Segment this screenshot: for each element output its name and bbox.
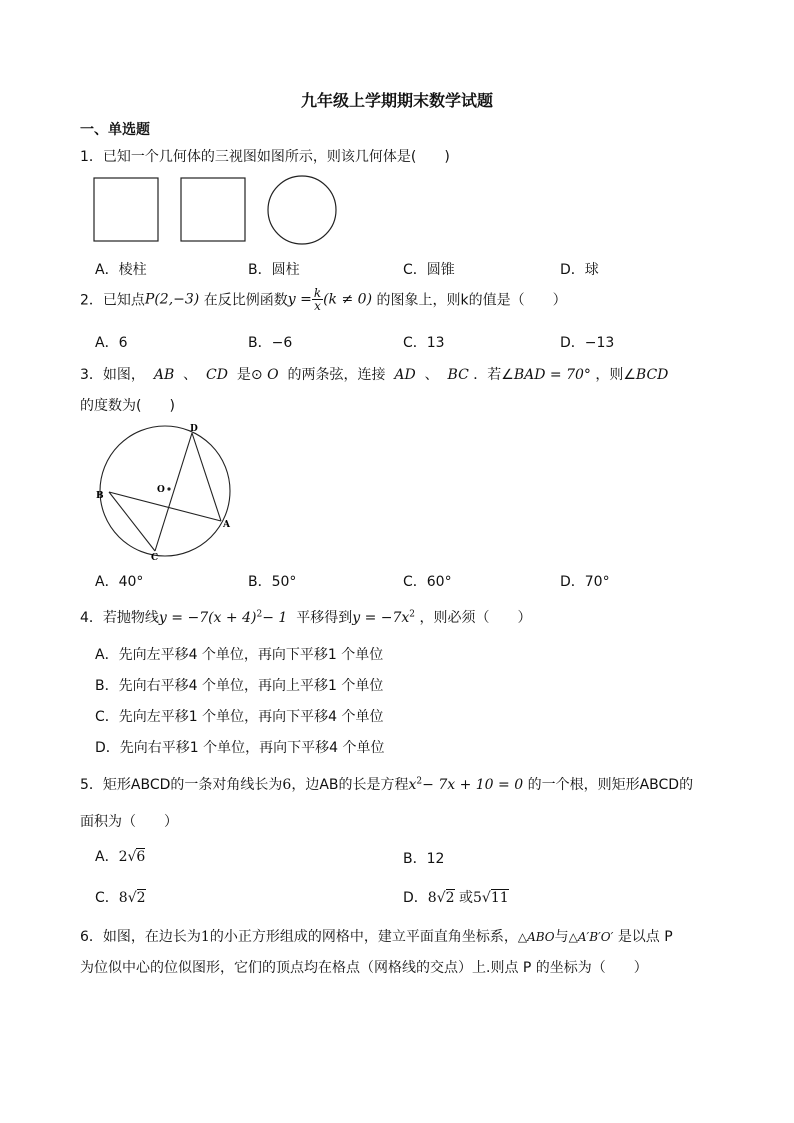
question-6-stem-line2: 为位似中心的位似图形，它们的顶点均在格点（网格线的交点）上.则点 P 的坐标为（ ） [80,960,648,976]
question-3-stem: 3．如图， AB 、 CD 是⊙ O 的两条弦，连接 AD 、 BC ．若∠BAD = 70° ，则∠BCD [80,367,669,383]
section-heading: 一、单选题 [80,122,150,138]
label-o: O [157,485,165,495]
side-view-square [181,178,245,241]
q4-option-d[interactable]: D．先向右平移1 个单位，再向下平移4 个单位 [95,740,385,756]
q1-option-c[interactable]: C．圆锥 [403,262,455,278]
segment-ad [192,433,221,521]
sqrt-icon: √ [127,890,137,906]
question-3-stem-line2: 的度数为( ) [80,398,175,414]
label-a: A [223,520,230,530]
q4-option-c[interactable]: C．先向左平移1 个单位，再向下平移4 个单位 [95,709,384,725]
sqrt-icon: √ [481,890,491,906]
page-title: 九年级上学期期末数学试题 [300,91,493,110]
question-5-stem: 5．矩形ABCD的一条对角线长为6，边AB的长是方程$x^2- 7x + 10 = 0$ 的一个根，则矩形ABCD的 [80,776,694,793]
fraction-k-over-x: $\frac{k}{x}$ [313,286,322,313]
q1-option-d[interactable]: D．球 [560,262,599,278]
q3-option-b[interactable]: B．50° [248,574,297,590]
question-5-stem-line2: 面积为（ ） [80,814,178,830]
q1-option-a[interactable]: A．棱柱 [95,262,147,278]
q4-option-b[interactable]: B．先向右平移4 个单位，再向上平移1 个单位 [95,678,384,694]
question-2-stem: 2．已知点P(2,−3) 在反比例函数y = $\frac{k}{x}$ (k ≠ 0) 的图象上，则k的值是（ ） [80,286,567,313]
segment-bc [109,492,155,551]
q4-option-a[interactable]: A．先向左平移4 个单位，再向下平移1 个单位 [95,647,384,663]
question-4-stem: 4．若抛物线$y = -7(x + 4)^2- 1$ 平移得到$y = -7x^2$ ，则必须（ ） [80,609,532,626]
question-1-stem: 1．已知一个几何体的三视图如图所示，则该几何体是( ) [80,149,450,165]
front-view-square [94,178,158,241]
label-c: C [151,553,159,562]
top-view-circle [268,176,336,244]
q3-option-a[interactable]: A．40° [95,574,144,590]
q2-option-c[interactable]: C．13 [403,335,445,351]
q2-option-b[interactable]: B．−6 [248,335,293,351]
center-dot [167,487,170,490]
q5-option-c[interactable]: C．8√2 [95,890,146,906]
three-view-figure [90,175,350,247]
q5-option-a[interactable]: A．2√6 [95,849,146,865]
label-b: B [96,491,104,501]
circle-o [100,426,230,556]
q5-option-d[interactable]: D．8√2 或5√11 [403,890,509,906]
q2-option-a[interactable]: A．6 [95,335,128,351]
circle-chord-figure [92,422,242,562]
point-p: P(2,−3) [144,291,200,308]
q3-option-c[interactable]: C．60° [403,574,452,590]
q1-option-b[interactable]: B．圆柱 [248,262,300,278]
sqrt-icon: √ [436,890,446,906]
q2-option-d[interactable]: D．−13 [560,335,615,351]
chord-ab [109,492,221,521]
label-d: D [190,424,198,434]
sqrt-icon: √ [127,849,137,865]
q5-option-b[interactable]: B．12 [403,851,445,867]
q3-option-d[interactable]: D．70° [560,574,610,590]
question-6-stem: 6．如图，在边长为1的小正方形组成的网格中，建立平面直角坐标系，△ABO与△A′B′O′ 是以点 P [80,929,673,945]
